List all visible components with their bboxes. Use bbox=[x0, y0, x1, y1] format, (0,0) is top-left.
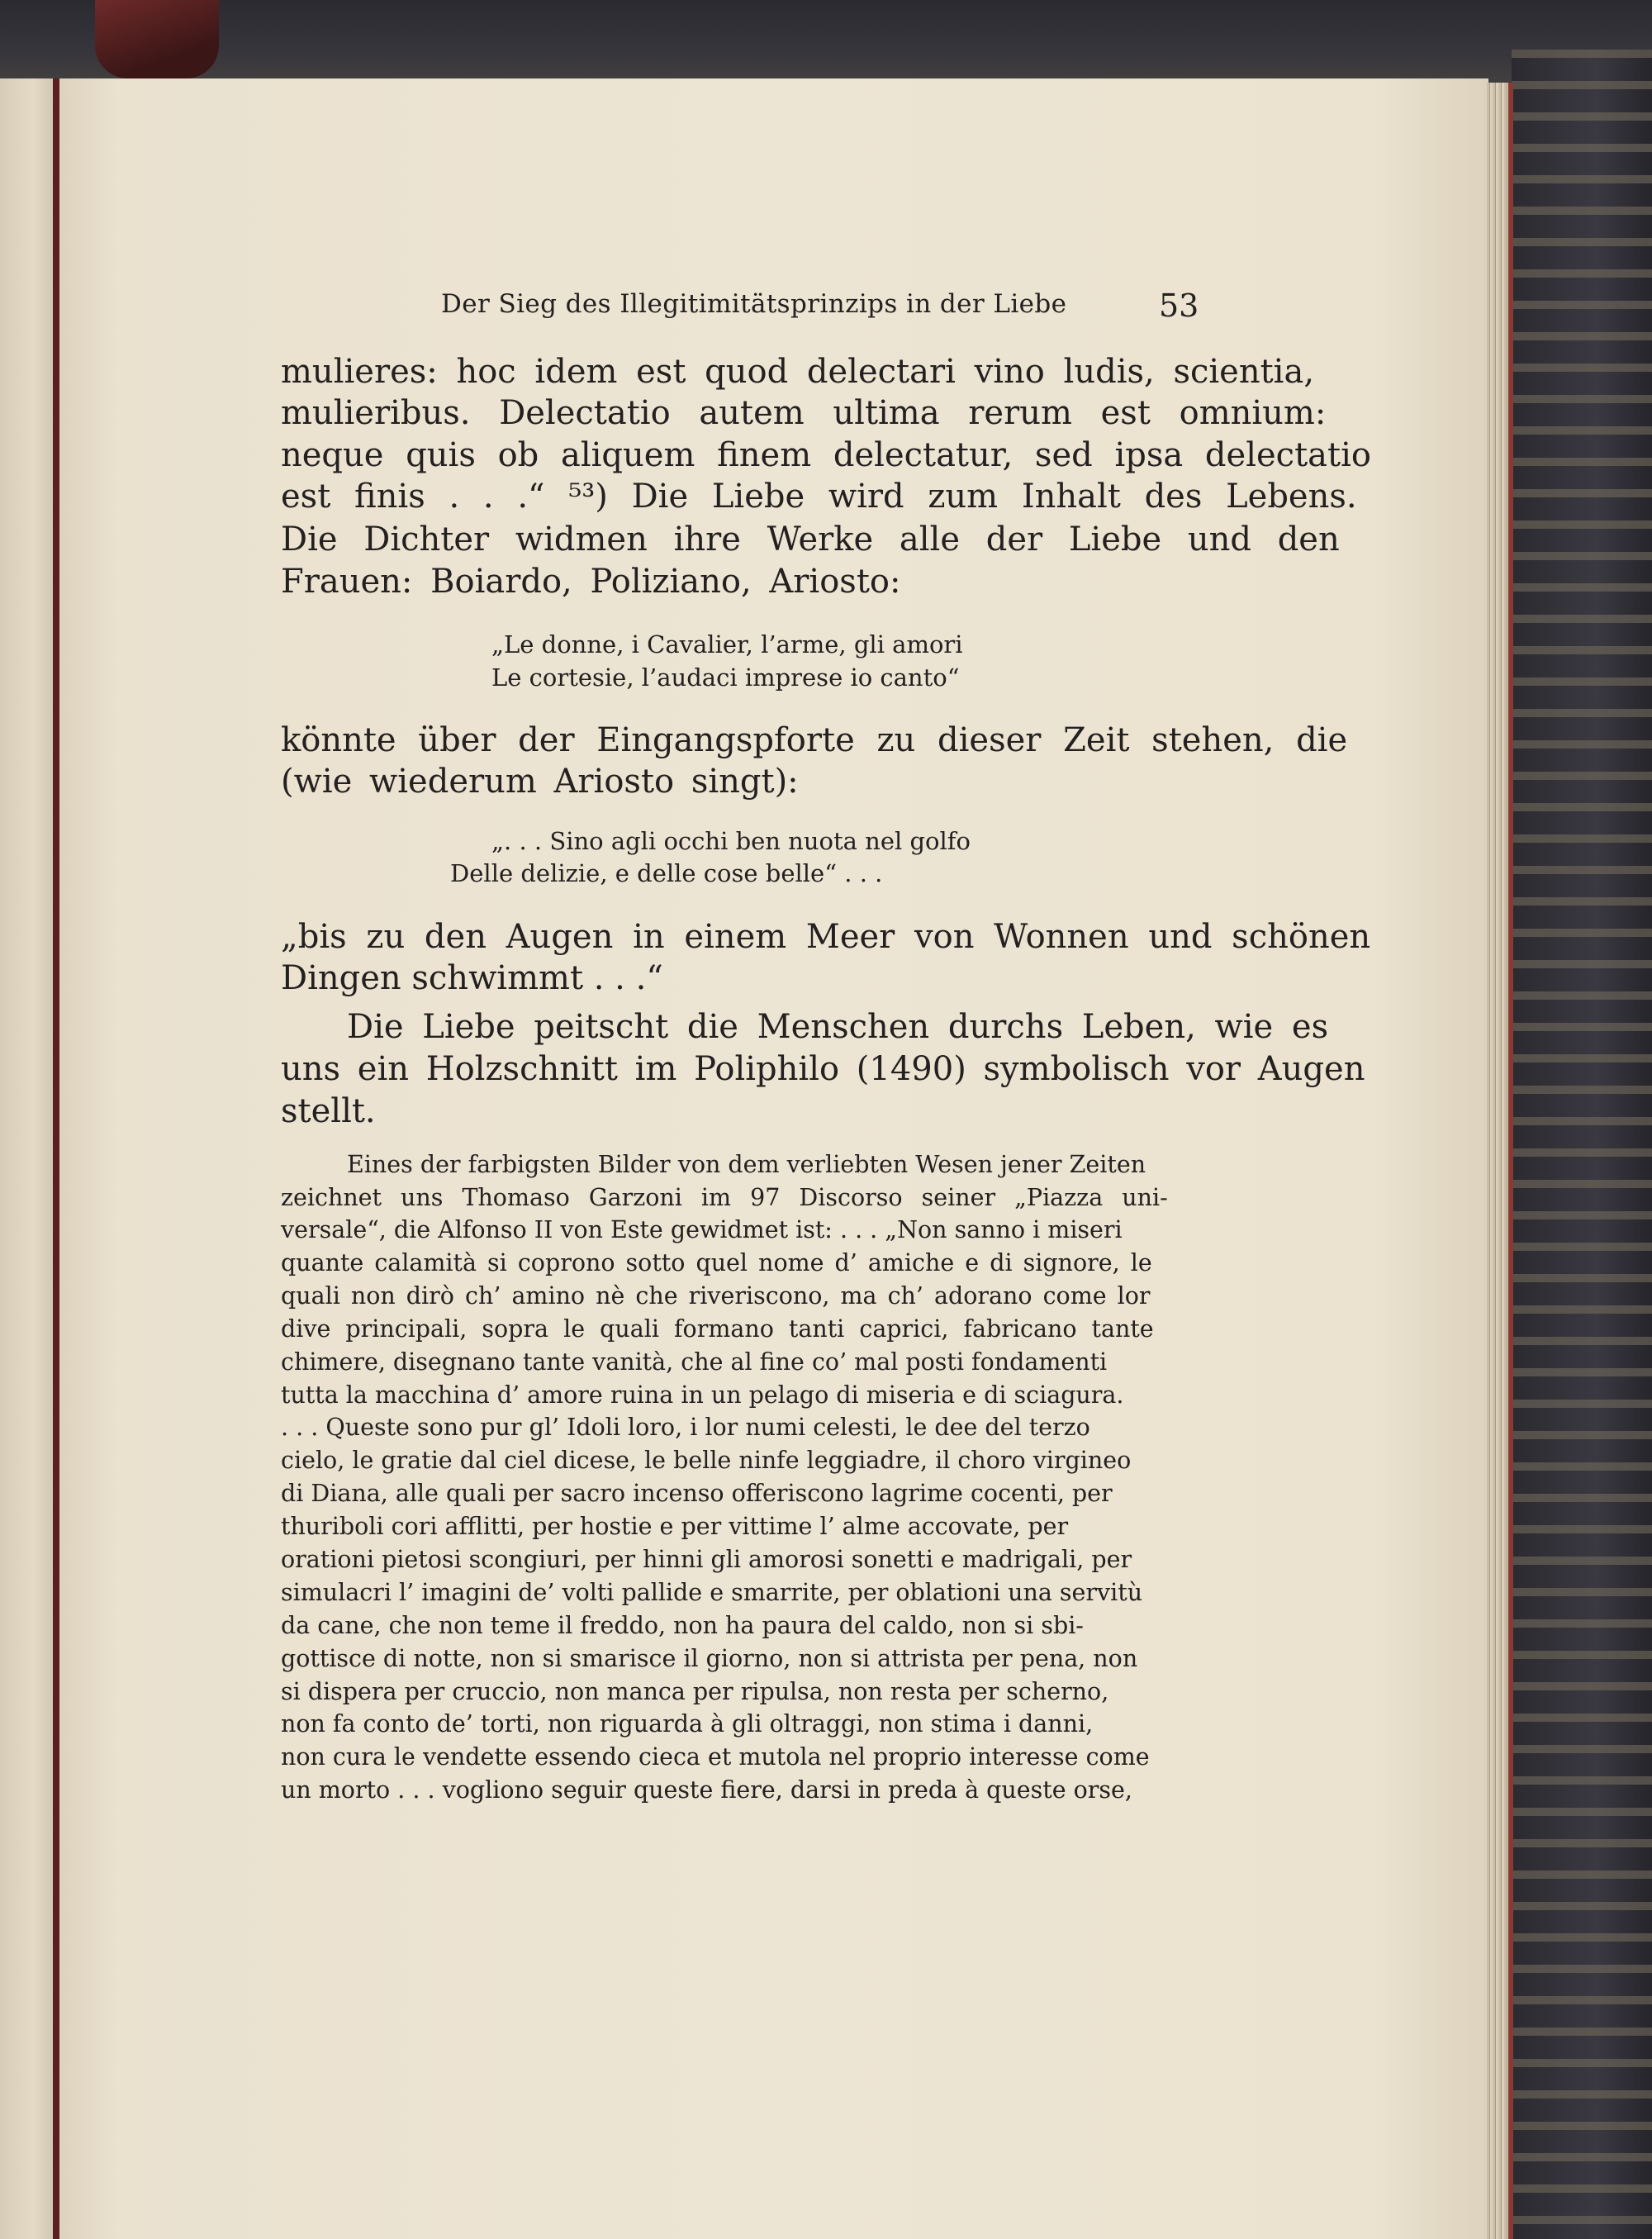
body-line: neque quis ob aliquem finem delectatur, sed ipsa delectatio bbox=[281, 436, 1371, 474]
footnote-line: non cura le vendette essendo cieca et mutola nel proprio interesse come bbox=[281, 1743, 1150, 1771]
footnote-line: simulacri l’ imagini de’ volti pallide e smarrite, per oblationi una servitù bbox=[281, 1579, 1143, 1606]
footnote-line: thuriboli cori afflitti, per hostie e per vittime l’ alme accovate, per bbox=[281, 1513, 1069, 1540]
facing-page-edge bbox=[0, 78, 56, 2239]
page-number: 53 bbox=[1159, 288, 1199, 324]
body-line: (wie wiederum Ariosto singt): bbox=[281, 763, 799, 801]
footnote-line: non fa conto de’ torti, non riguarda à gli oltraggi, non stima i danni, bbox=[281, 1710, 1094, 1737]
verse-line: „. . . Sino agli occhi ben nuota nel golfo bbox=[491, 827, 971, 855]
body-line: est finis . . .“ ⁵³) Die Liebe wird zum Inhalt des Lebens. bbox=[281, 478, 1357, 516]
footnote-line: dive principali, sopra le quali formano tanti caprici, fabricano tante bbox=[281, 1315, 1154, 1343]
footnote-line: da cane, che non teme il freddo, non ha paura del caldo, non si sbi- bbox=[281, 1612, 1084, 1639]
verse-line: „Le donne, i Cavalier, l’arme, gli amori bbox=[491, 630, 963, 658]
body-line: Die Liebe peitscht die Menschen durchs Leben, wie es bbox=[347, 1008, 1329, 1046]
bookmark-ribbon bbox=[95, 0, 219, 78]
verse-line: Le cortesie, l’audaci imprese io canto“ bbox=[491, 663, 960, 692]
footnote-line: si dispera per cruccio, non manca per ripulsa, non resta per scherno, bbox=[281, 1678, 1109, 1705]
footnote-line: zeichnet uns Thomaso Garzoni im 97 Discorso seiner „Piazza uni- bbox=[281, 1184, 1168, 1211]
footnote-line: quali non dirò ch’ amino nè che riveriscono, ma ch’ adorano come lor bbox=[281, 1282, 1151, 1310]
running-title: Der Sieg des Illegitimitätsprinzips in der Liebe bbox=[441, 289, 1067, 319]
footnote-line: versale“, die Alfonso II von Este gewidmet ist: . . . „Non sanno i miseri bbox=[281, 1216, 1123, 1243]
footnote-line: . . . Queste sono pur gl’ Idoli loro, i lor numi celesti, le dee del terzo bbox=[281, 1414, 1090, 1441]
body-line: stellt. bbox=[281, 1092, 376, 1130]
body-line: Die Dichter widmen ihre Werke alle der Liebe und den bbox=[281, 521, 1340, 559]
book-cover-edge bbox=[1512, 50, 1652, 2239]
body-line: Dingen schwimmt . . .“ bbox=[281, 959, 663, 997]
body-line: mulieribus. Delectatio autem ultima rerum est omnium: bbox=[281, 394, 1327, 432]
footnote-line: Eines der farbigsten Bilder von dem verliebten Wesen jener Zeiten bbox=[347, 1151, 1146, 1178]
red-page-edge bbox=[1508, 83, 1513, 2239]
body-line: mulieres: hoc idem est quod delectari vino ludis, scientia, bbox=[281, 353, 1315, 391]
body-line: „bis zu den Augen in einem Meer von Wonnen und schönen bbox=[281, 918, 1371, 956]
facing-page-spine bbox=[53, 78, 59, 2239]
footnote-line: quante calamità si coprono sotto quel nome d’ amiche e di signore, le bbox=[281, 1249, 1152, 1276]
footnote-line: cielo, le gratie dal ciel dicese, le belle ninfe leggiadre, il choro virgineo bbox=[281, 1447, 1132, 1474]
footnote-line: di Diana, alle quali per sacro incenso offeriscono lagrime cocenti, per bbox=[281, 1480, 1113, 1507]
footnote-line: tutta la macchina d’ amore ruina in un pelago di miseria e di sciagura. bbox=[281, 1381, 1124, 1409]
body-line: könnte über der Eingangspforte zu dieser Zeit stehen, die bbox=[281, 721, 1348, 759]
footnote-line: gottisce di notte, non si smarisce il giorno, non si attrista per pena, non bbox=[281, 1645, 1138, 1672]
footnote-line: chimere, disegnano tante vanità, che al fine co’ mal posti fondamenti bbox=[281, 1348, 1108, 1376]
body-line: Frauen: Boiardo, Poliziano, Ariosto: bbox=[281, 563, 901, 601]
verse-line: Delle delizie, e delle cose belle“ . . . bbox=[450, 859, 883, 887]
footnote-line: orationi pietosi scongiuri, per hinni gli amorosi sonetti e madrigali, per bbox=[281, 1546, 1132, 1573]
body-line: uns ein Holzschnitt im Poliphilo (1490) symbolisch vor Augen bbox=[281, 1050, 1365, 1088]
footnote-line: un morto . . . vogliono seguir queste fiere, darsi in preda à queste orse, bbox=[281, 1776, 1132, 1804]
